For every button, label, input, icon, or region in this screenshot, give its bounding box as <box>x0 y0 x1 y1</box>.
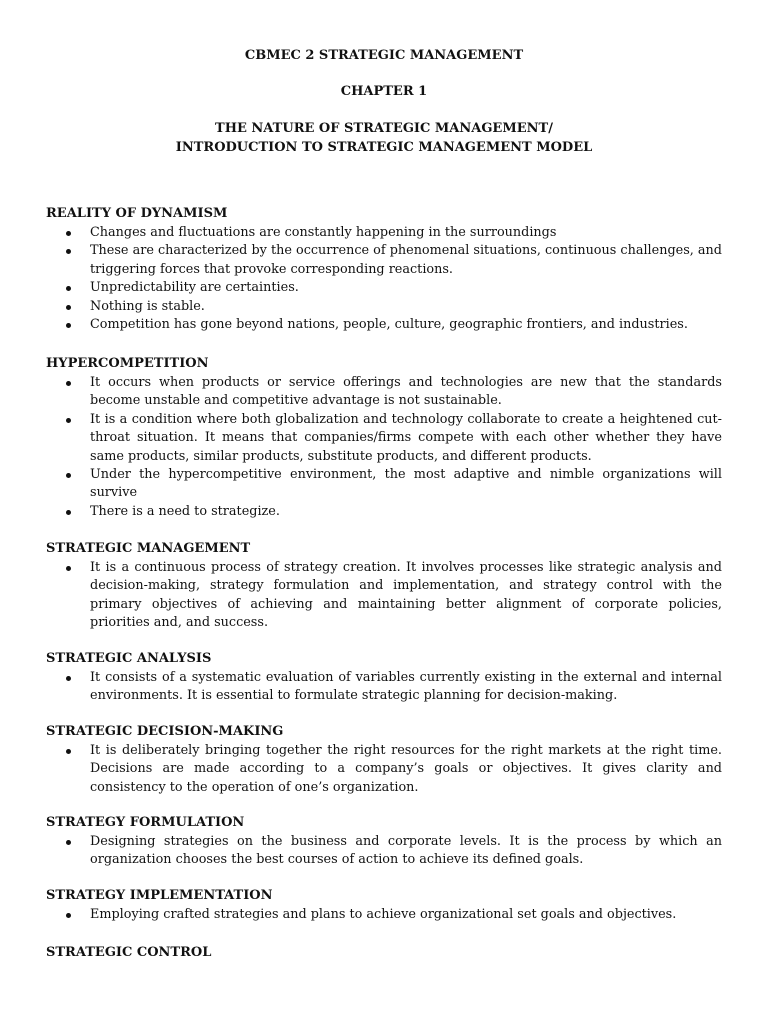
list-item <box>46 411 722 466</box>
list-item-text: Under the hypercompetitive environment, the most adaptive and nimble organizations will survive <box>90 467 722 501</box>
list-item <box>46 279 722 297</box>
chapter-number: CHAPTER 1 <box>340 84 428 99</box>
list-item-text: These are characterized by the occurrence of phenomenal situations, continuous challenges, and triggering forces that provoke corresponding reactions. <box>90 243 722 277</box>
list-item-text: It is deliberately bringing together the right resources for the right markets at the right time. Decisions are made according to a company’s goals or objectives. It gives clarity and consistency to the operation of one’s organization. <box>90 743 722 795</box>
list-item-text: Changes and fluctuations are constantly happening in the surroundings <box>90 225 557 240</box>
list-item-text: Employing crafted strategies and plans to achieve organizational set goals and objectives. <box>90 907 677 922</box>
bullet-icon <box>66 473 71 478</box>
chapter-title-line-2: INTRODUCTION TO STRATEGIC MANAGEMENT MODEL <box>175 140 593 155</box>
list-item <box>46 906 722 924</box>
list-item <box>46 669 722 706</box>
section-strategy-implementation <box>46 887 722 924</box>
list-item-text: It occurs when products or service offerings and technologies are new that the standards become unstable and competitive advantage is not sustainable. <box>90 375 722 409</box>
bullet-list <box>46 224 722 334</box>
chapter-title-line-1: THE NATURE OF STRATEGIC MANAGEMENT/ <box>215 121 553 136</box>
bullet-list <box>46 833 722 870</box>
list-item <box>46 742 722 797</box>
list-item-text: Competition has gone beyond nations, people, culture, geographic frontiers, and industries. <box>90 317 688 333</box>
section-heading: STRATEGY FORMULATION <box>46 815 245 830</box>
bullet-icon <box>66 286 71 291</box>
bullet-icon <box>66 840 71 845</box>
section-heading: STRATEGIC MANAGEMENT <box>46 541 251 556</box>
bullet-icon <box>66 749 71 754</box>
list-item <box>46 242 722 279</box>
bullet-list <box>46 742 722 797</box>
list-item-text: It is a condition where both globalization and technology collaborate to create a heightened cut-throat situation. It means that companies/firms compete with each other whether they have same products, similar products, substitute products, and different products. <box>90 411 722 464</box>
section-reality-of-dynamism <box>46 205 722 334</box>
list-item <box>46 298 722 316</box>
section-heading: STRATEGY IMPLEMENTATION <box>46 888 273 903</box>
bullet-list <box>46 559 722 633</box>
bullet-icon <box>66 418 71 423</box>
list-item-text: Nothing is stable. <box>90 298 205 314</box>
section-strategic-decision-making <box>46 723 722 797</box>
section-heading: REALITY OF DYNAMISM <box>46 206 228 221</box>
list-item <box>46 466 722 503</box>
bullet-list <box>46 906 722 924</box>
bullet-icon <box>66 305 71 310</box>
course-title: CBMEC 2 STRATEGIC MANAGEMENT <box>244 48 524 63</box>
list-item <box>46 316 722 334</box>
bullet-icon <box>66 323 71 328</box>
list-item-text: It consists of a systematic evaluation of variables currently existing in the external and internal environments. It is essential to formulate strategic planning for decision-making. <box>90 670 722 704</box>
list-item-text: Unpredictability are certainties. <box>90 280 299 296</box>
section-heading: STRATEGIC ANALYSIS <box>46 651 212 666</box>
list-item <box>46 559 722 633</box>
list-item <box>46 503 722 521</box>
list-item-text: Designing strategies on the business and corporate levels. It is the process by which an organization chooses the best courses of action to achieve its defined goals. <box>90 834 722 868</box>
section-strategic-analysis <box>46 650 722 706</box>
bullet-icon <box>66 913 71 918</box>
list-item <box>46 374 722 411</box>
list-item <box>46 833 722 870</box>
section-heading: HYPERCOMPETITION <box>46 356 209 371</box>
bullet-icon <box>66 566 71 571</box>
bullet-icon <box>66 510 71 515</box>
list-item <box>46 224 722 242</box>
bullet-icon <box>66 231 71 236</box>
section-hypercompetition <box>46 355 722 521</box>
section-strategic-control <box>46 944 722 963</box>
section-strategy-formulation <box>46 814 722 870</box>
bullet-list <box>46 669 722 706</box>
bullet-icon <box>66 676 71 681</box>
section-heading: STRATEGIC CONTROL <box>46 945 212 960</box>
list-item-text: It is a continuous process of strategy creation. It involves processes like strategic analysis and decision-making, strategy formulation and implementation, and strategy control with the primary objectives of achieving and maintaining better alignment of corporate policies, priorities and, and success. <box>90 560 722 631</box>
section-heading: STRATEGIC DECISION-MAKING <box>46 724 284 739</box>
bullet-icon <box>66 381 71 386</box>
bullet-icon <box>66 249 71 254</box>
section-strategic-management <box>46 540 722 633</box>
bullet-list <box>46 374 722 521</box>
list-item-text: There is a need to strategize. <box>90 503 280 519</box>
